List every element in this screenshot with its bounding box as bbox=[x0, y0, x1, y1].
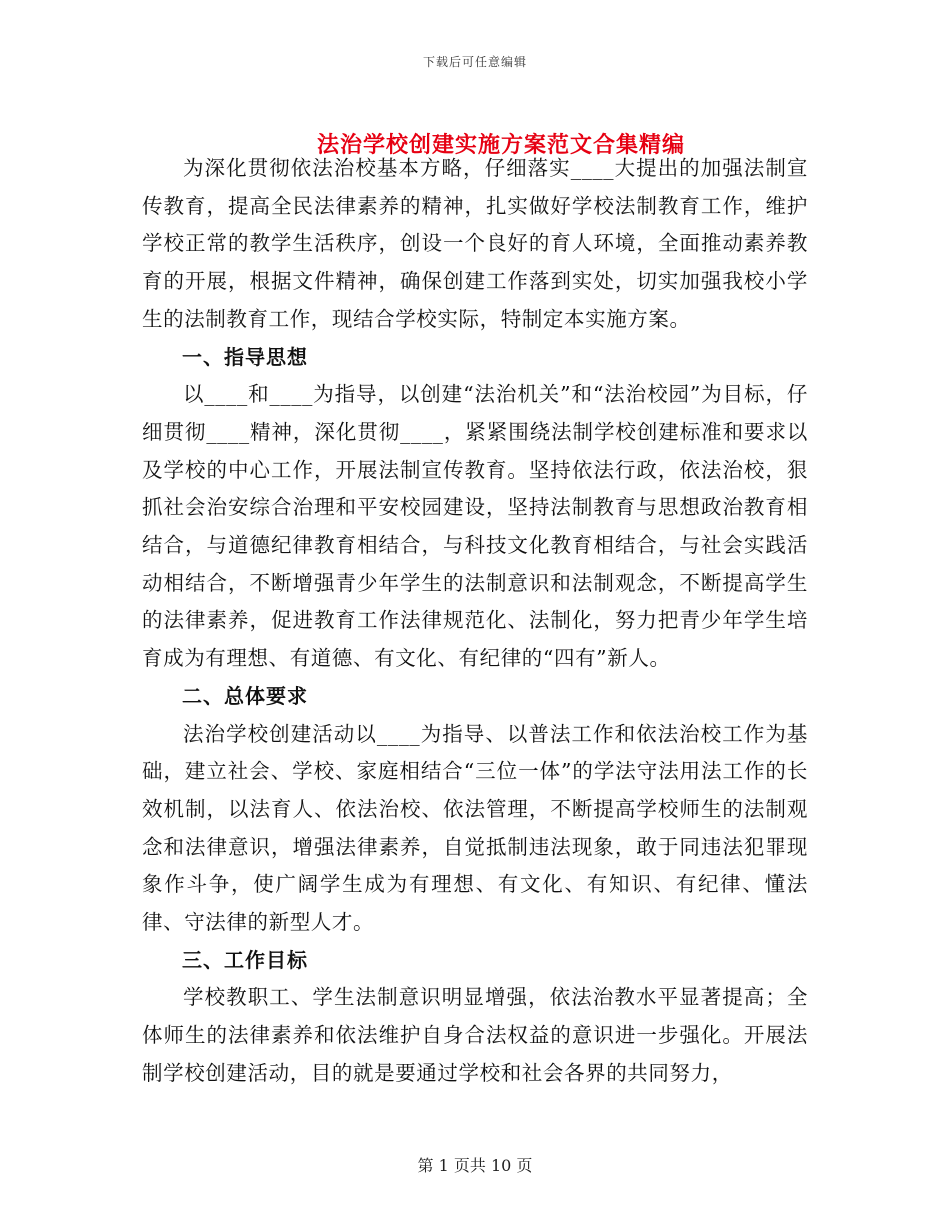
section-heading-guiding-ideology: 一、指导思想 bbox=[182, 344, 308, 369]
section-paragraph-guiding-ideology: 以____和____为指导，以创建“法治机关”和“法治校园”为目标，仔细贯彻____精神，深化贯彻____，紧紧围绕法制学校创建标准和要求以及学校的中心工作，开展法制宣传教育。坚持依法行政，依法治校，狠抓社会治安综合治理和平安校园建设，坚持法制教育与思想政治教育相结合，与道德纪律教育相结合，与科技文化教育相结合，与社会实践活动相结合，不断增强青少年学生的法制意识和法制观念，不断提高学生的法律素养，促进教育工作法律规范化、法制化，努力把青少年学生培育成为有理想、有道德、有文化、有纪律的“四有”新人。 bbox=[142, 382, 808, 671]
section-paragraph-overall-requirements: 法治学校创建活动以____为指导、以普法工作和依法治校工作为基础，建立社会、学校、家庭相结合“三位一体”的学法守法用法工作的长效机制，以法育人、依法治校、依法管理，不断提高学校师生的法制观念和法律意识，增强法律素养，自觉抵制违法现象，敢于同违法犯罪现象作斗争，使广阔学生成为有理想、有文化、有知识、有纪律、懂法律、守法律的新型人才。 bbox=[142, 721, 808, 935]
document-body bbox=[142, 150, 808, 1093]
section-heading-overall-requirements: 二、总体要求 bbox=[182, 683, 308, 708]
page-header-note: 下载后可任意编辑 bbox=[422, 55, 527, 69]
document-title: 法治学校创建实施方案范文合集精编 bbox=[316, 132, 685, 158]
page-number-footer: 第 1 页共 10 页 bbox=[417, 1156, 533, 1175]
section-heading-work-goals: 三、工作目标 bbox=[182, 947, 308, 972]
intro-paragraph: 为深化贯彻依法治校基本方略，仔细落实____大提出的加强法制宣传教育，提高全民法律素养的精神，扎实做好学校法制教育工作，维护学校正常的教学生活秩序，创设一个良好的育人环境，全面推动素养教育的开展，根据文件精神，确保创建工作落到实处，切实加强我校小学生的法制教育工作，现结合学校实际，特制定本实施方案。 bbox=[142, 156, 808, 331]
section-paragraph-work-goals: 学校教职工、学生法制意识明显增强，依法治教水平显著提高；全体师生的法律素养和依法维护自身合法权益的意识进一步强化。开展法制学校创建活动，目的就是要通过学校和社会各界的共同努力， bbox=[142, 985, 808, 1085]
